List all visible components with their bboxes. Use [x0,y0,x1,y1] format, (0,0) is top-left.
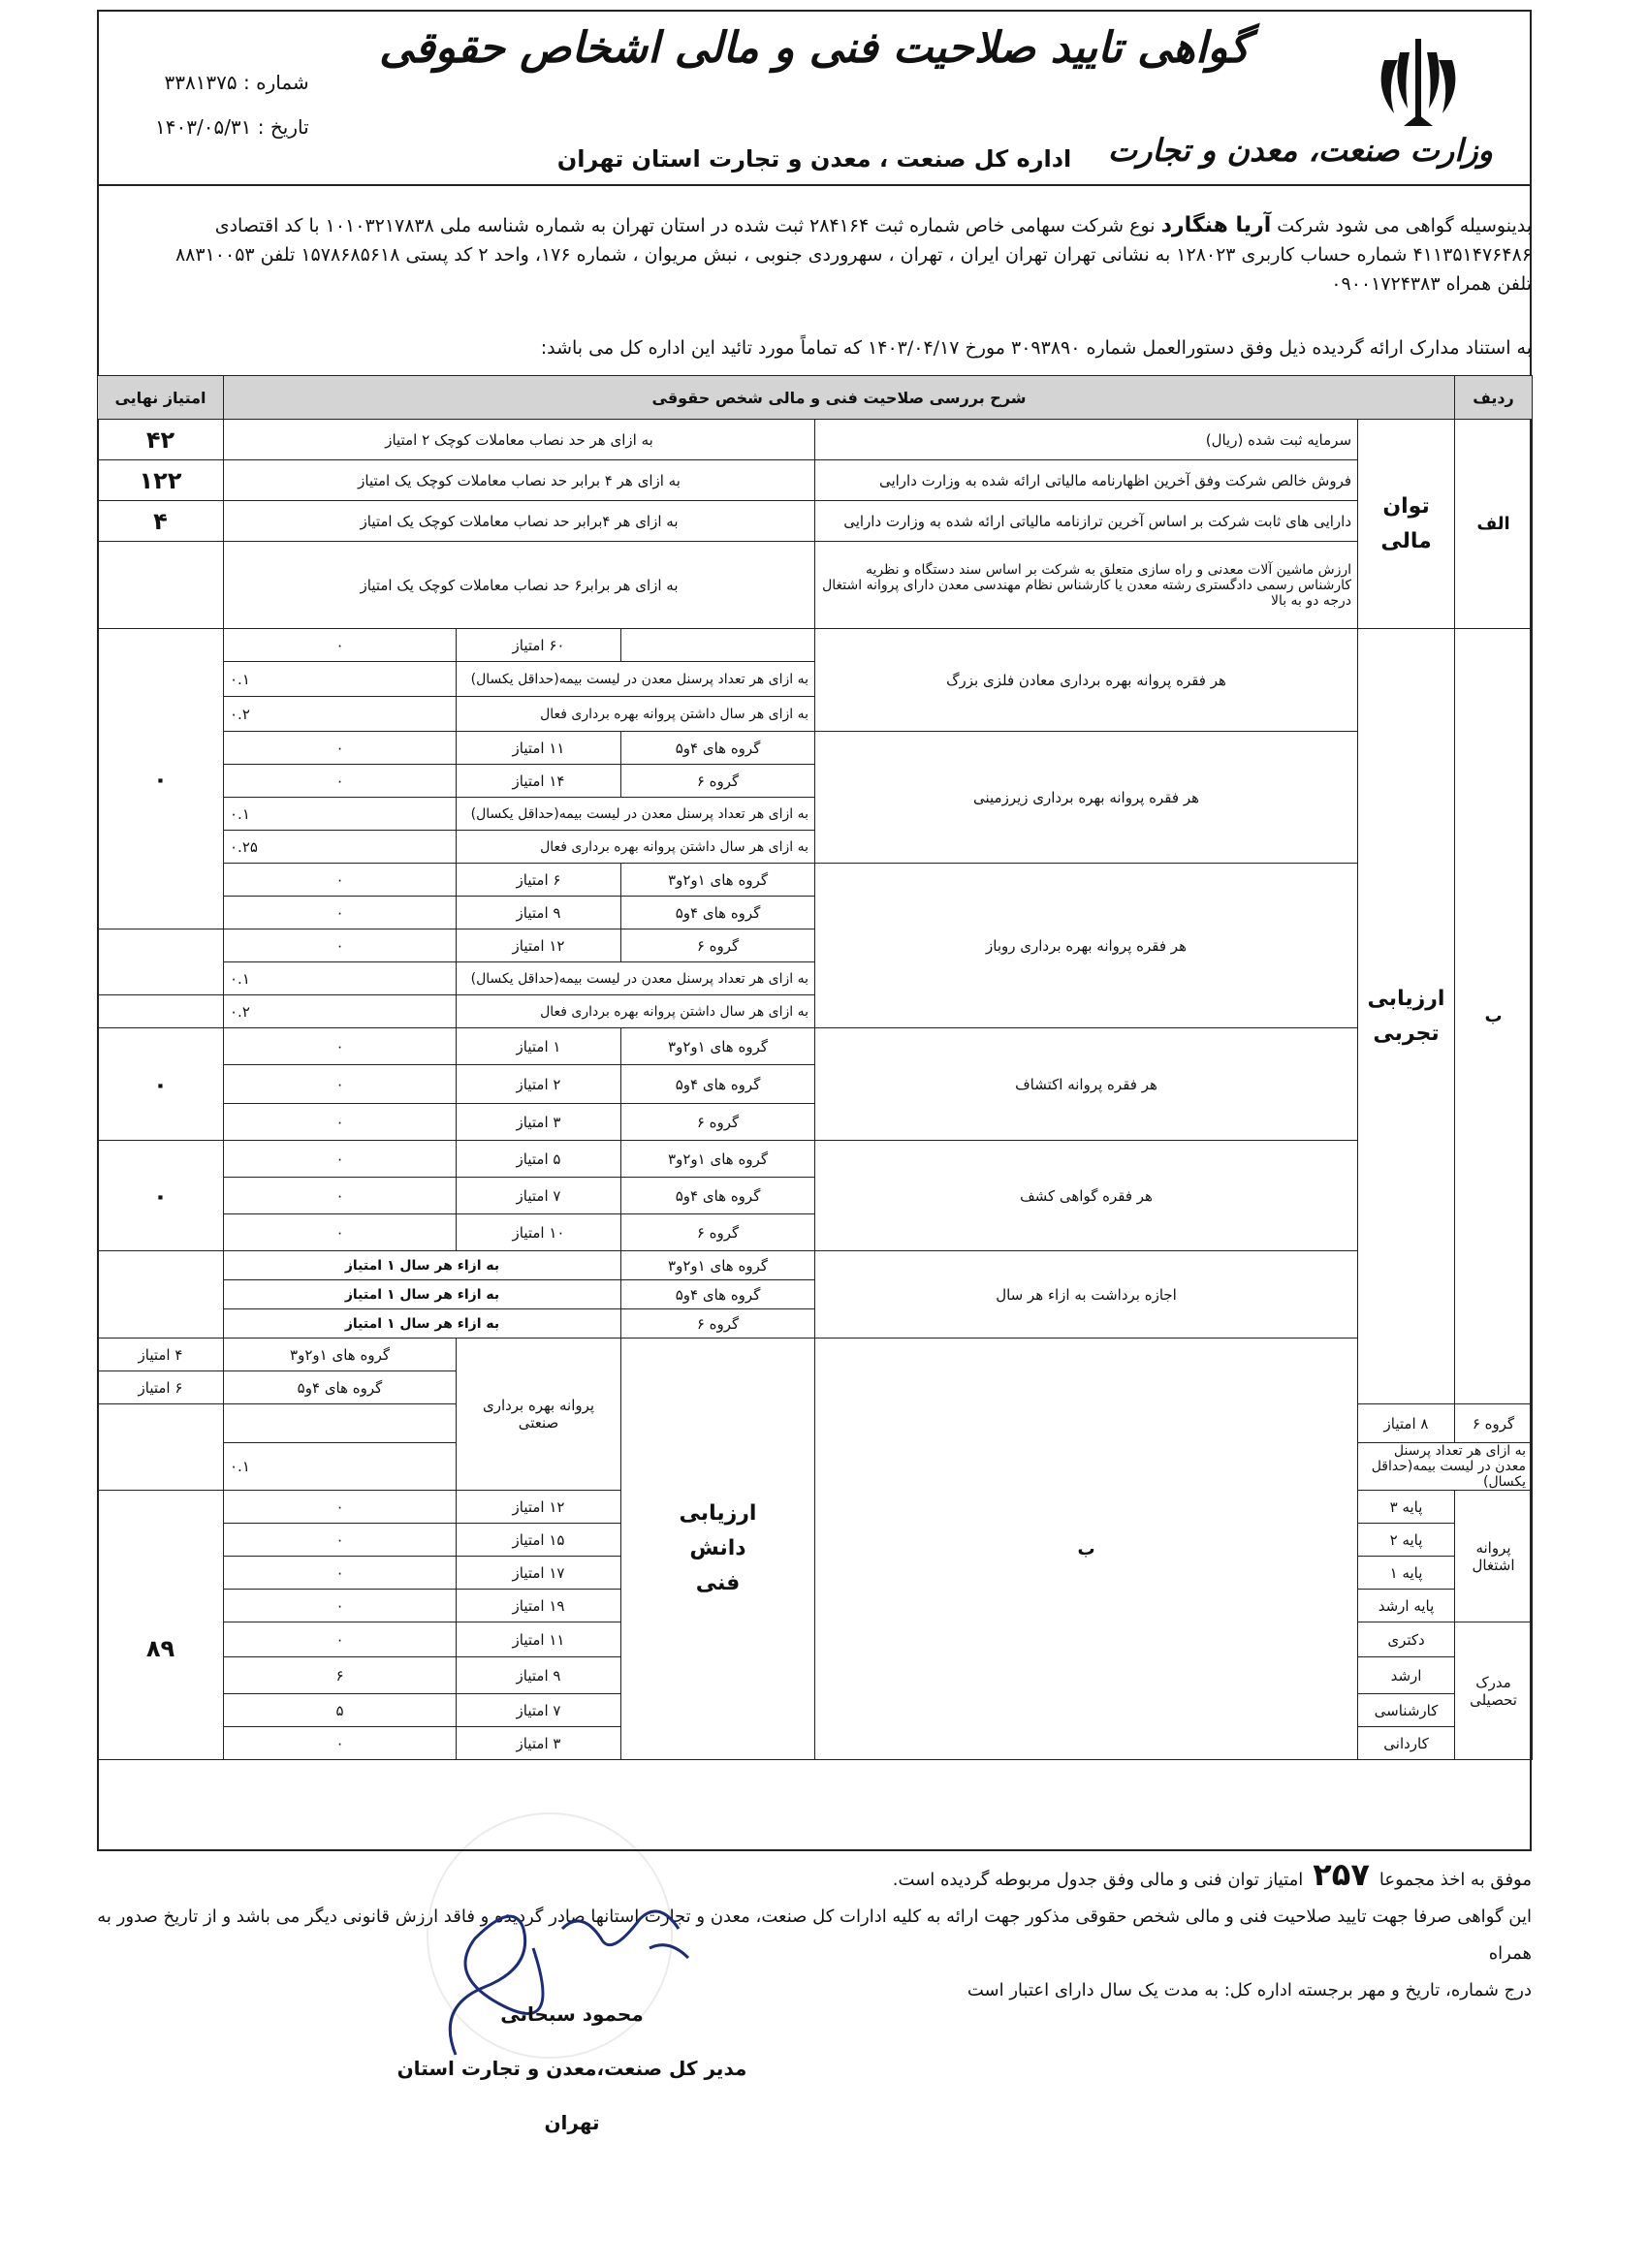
g2-year: به ازای هر سال داشتن پروانه بهره برداری فعال [457,831,815,864]
g5-value: ۰ [224,1178,457,1214]
intro-line3: تلفن همراه ۰۹۰۰۱۷۲۴۳۸۳ [1331,273,1532,295]
g2-p11: ۱۱ [549,739,565,757]
intro-line4: به استناد مدارک ارائه گردیده ذیل وفق دستورالعمل شماره ۳۰۹۳۸۹۰ مورخ ۱۴۰۳/۰۴/۱۷ که تماماً مورد تائید این اداره کل می باشد: [540,337,1532,359]
points-word: امتیاز [512,636,545,654]
g8-base: پایه ۲ [1358,1524,1455,1557]
g7-p6: ۶ [174,1378,183,1397]
g3-p6: ۶ [553,870,561,889]
row-index-alef: الف [1455,420,1533,629]
note-line2: درج شماره، تاریخ و مهر برجسته اداره کل: به مدت یک سال دارای اعتبار است [967,1980,1532,2000]
document-header [97,10,1532,186]
g4-value: ۰ [224,1028,457,1065]
g4-points [457,1028,621,1065]
g7-title: پروانه بهره برداری صنعتی [457,1339,621,1491]
g3-group: گروه های ۱و۲و۳ [621,864,815,897]
g8-base: پایه ۱ [1358,1557,1455,1590]
g6-group: گروه های ۱و۲و۳ [621,1251,815,1280]
header-final-score: امتیاز نهایی [98,376,224,420]
date-row [155,105,309,149]
g7-p8: ۸ [1420,1414,1429,1433]
g3-points [457,864,621,897]
g2-final: ۰ [98,629,224,929]
category-experience-line1: ارزیابی [1367,986,1445,1011]
fin-item: ارزش ماشین آلات معدنی و راه سازی متعلق به شرکت بر اساس سند دستگاه و نظریه کارشناس رسمی دادگستری رشته معدن یا کارشناس نظام مهندسی معدن دارای پروانه اشتغال درجه دو به بالا [815,542,1358,629]
fin-rule: به ازای هر برابر۶ حد نصاب معاملات کوچک یک امتیاز [224,542,815,629]
row-index-be: ب [1455,629,1533,1404]
g6-per-year: به ازاء هر سال ۱ امتیاز [224,1251,621,1280]
g3-year: به ازای هر سال داشتن پروانه بهره برداری فعال [457,995,815,1028]
g7-value [224,1404,457,1443]
fin-final: ۱۲۲ [98,460,224,501]
g8-points [457,1557,621,1590]
g2-p14: ۱۴ [549,772,565,790]
points-word: امتیاز [512,1596,545,1615]
category-financial: توان مالی [1358,420,1455,629]
g2-value: ۰ [224,765,457,798]
ministry-name: وزارت صنعت، معدن و تجارت [1107,132,1493,169]
g4-value: ۰ [224,1065,457,1104]
g4-p3: ۳ [553,1113,561,1131]
g5-p7: ۷ [553,1186,561,1205]
g5-points [457,1214,621,1251]
g2-value: ۰ [224,732,457,765]
table-row [98,420,1533,460]
empty-final [98,929,224,995]
points-word: امتیاز [516,903,549,922]
points-word: امتیاز [138,1378,171,1397]
g9-p11: ۱۱ [549,1630,565,1649]
approved-after: امتیاز توان فنی و مالی وفق جدول مربوطه گردیده است. [892,1870,1304,1890]
g5-value: ۰ [224,1141,457,1178]
fin-rule: به ازای هر ۴برابر حد نصاب معاملات کوچک یک امتیاز [224,501,815,542]
number-label: شماره : [243,71,309,94]
fin-final: ۴ [98,501,224,542]
category-knowledge-line2: دانش [689,1536,746,1560]
g8-value: ۰ [224,1557,457,1590]
g7-staff-value: ۰.۱ [224,1443,457,1491]
points-word: امتیاز [516,1734,549,1752]
points-word: امتیاز [512,1530,545,1549]
g1-staff: به ازای هر تعداد پرسنل معدن در لیست بیمه(حداقل یکسال) [457,662,815,697]
g5-group: گروه ۶ [621,1214,815,1251]
table-row [98,1251,1533,1280]
g2-group: گروه ۶ [621,765,815,798]
fin-item: سرمایه ثبت شده (ریال) [815,420,1358,460]
table-row [98,864,1533,897]
empty-final [98,1251,224,1339]
points-word: امتیاز [516,1037,549,1055]
table-row [98,1339,1533,1371]
g3-points [457,929,621,962]
points-word: امتیاز [516,1113,549,1131]
fin-item: دارایی های ثابت شرکت بر اساس آخرین ترازنامه مالیاتی ارائه شده به وزارت دارایی [815,501,1358,542]
g1-points [457,629,621,662]
g4-p2: ۲ [553,1075,561,1093]
g3-staff: به ازای هر تعداد پرسنل معدن در لیست بیمه(حداقل یکسال) [457,962,815,995]
g2-title: هر فقره پروانه بهره برداری زیرزمینی [815,732,1358,864]
g9-points [457,1622,621,1657]
g4-final: ۰ [98,1028,224,1141]
intro-line1-before: بدینوسیله گواهی می شود شرکت [1277,215,1532,236]
g2-staff: به ازای هر تعداد پرسنل معدن در لیست بیمه(حداقل یکسال) [457,798,815,831]
g2-points [457,765,621,798]
g3-year-value: ۰.۲ [224,995,457,1028]
table-row [98,1141,1533,1178]
g4-value: ۰ [224,1104,457,1141]
points-word: امتیاز [516,1701,549,1719]
evaluation-table [97,375,1533,1760]
g8-p19: ۱۹ [549,1596,565,1615]
fin-rule: به ازای هر حد نصاب معاملات کوچک ۲ امتیاز [224,420,815,460]
g5-group: گروه های ۱و۲و۳ [621,1141,815,1178]
g2-points [457,732,621,765]
g9-degree: کارشناسی [1358,1694,1455,1727]
g5-points [457,1141,621,1178]
g1-group [621,629,815,662]
g9-p7: ۷ [553,1701,561,1719]
g3-value: ۰ [224,929,457,962]
points-word: امتیاز [1383,1414,1416,1433]
g9-title: مدرک تحصیلی [1455,1622,1533,1760]
g4-points [457,1104,621,1141]
table-header-row [98,376,1533,420]
document-meta [155,60,309,149]
g5-title: هر فقره گواهی کشف [815,1141,1358,1251]
g9-points [457,1657,621,1694]
signer-name: محمود سبحانی [500,2002,644,2026]
g1-title: هر فقره پروانه بهره برداری معادن فلزی بزرگ [815,629,1358,732]
points-word: امتیاز [512,1497,545,1516]
g8-value: ۰ [224,1491,457,1524]
points-word: امتیاز [512,739,545,757]
g7-points [1358,1404,1455,1443]
g5-p10: ۱۰ [549,1223,565,1242]
g9-points [457,1694,621,1727]
g2-staff-value: ۰.۱ [224,798,457,831]
g5-group: گروه های ۴و۵ [621,1178,815,1214]
points-word: امتیاز [512,1630,545,1649]
g8-points [457,1491,621,1524]
points-word: امتیاز [516,1666,549,1685]
g8-p15: ۱۵ [549,1530,565,1549]
g9-degree: دکتری [1358,1622,1455,1657]
g3-p9: ۹ [553,903,561,922]
g1-year-value: ۰.۲ [224,697,457,732]
points-word: امتیاز [512,1563,545,1582]
g3-value: ۰ [224,864,457,897]
g8-value: ۰ [224,1590,457,1622]
category-knowledge-line3: فنی [695,1571,741,1595]
g9-degree: ارشد [1358,1657,1455,1694]
g2-year-value: ۰.۲۵ [224,831,457,864]
g9-value: ۰ [224,1727,457,1760]
g8-points [457,1524,621,1557]
g9-degree: کاردانی [1358,1727,1455,1760]
office-name: اداره کل صنعت ، معدن و تجارت استان تهران [556,145,1072,173]
table-row [98,629,1533,662]
points-word: امتیاز [512,772,545,790]
g8-title: پروانه اشتغال [1455,1491,1533,1622]
g5-p5: ۵ [553,1150,561,1168]
g5-value: ۰ [224,1214,457,1251]
g9-p3: ۳ [553,1734,561,1752]
g9-final: ۸۹ [98,1491,224,1760]
category-experience-line2: تجربی [1373,1021,1440,1046]
g4-group: گروه های ۱و۲و۳ [621,1028,815,1065]
g7-group: گروه های ۴و۵ [224,1371,457,1404]
company-name: آریا هنگارد [1160,213,1272,237]
g9-p9: ۹ [553,1666,561,1685]
g9-value: ۶ [224,1657,457,1694]
signature-block [388,1987,756,2150]
g4-title: هر فقره پروانه اکتشاف [815,1028,1358,1141]
g7-group: گروه های ۱و۲و۳ [224,1339,457,1371]
g7-group: گروه ۶ [1455,1404,1533,1443]
g9-value: ۰ [224,1622,457,1657]
g3-p12: ۱۲ [549,936,565,955]
fin-rule: به ازای هر ۴ برابر حد نصاب معاملات کوچک یک امتیاز [224,460,815,501]
g1-p60: ۶۰ [549,636,565,654]
g3-title: هر فقره پروانه بهره برداری روباز [815,864,1358,1028]
category-knowledge-line1: ارزیابی [679,1501,757,1526]
g2-group: گروه های ۴و۵ [621,732,815,765]
signer-title: مدیر کل صنعت،معدن و تجارت استان تهران [396,2057,747,2134]
points-word: امتیاز [516,1150,549,1168]
g8-points [457,1590,621,1622]
intro-paragraph [97,211,1532,299]
table-row [98,732,1533,765]
points-word: امتیاز [512,936,545,955]
g6-per-year: به ازاء هر سال ۱ امتیاز [224,1280,621,1309]
g6-group: گروه های ۴و۵ [621,1280,815,1309]
g6-per-year: به ازاء هر سال ۱ امتیاز [224,1309,621,1339]
date-label: تاریخ : [257,115,309,139]
table-row [98,542,1533,629]
table-row [98,501,1533,542]
number-value: ۳۳۸۱۳۷۵ [164,71,238,94]
g3-staff-value: ۰.۱ [224,962,457,995]
document-title: گواهی تایید صلاحیت فنی و مالی اشخاص حقوقی [379,23,1250,73]
points-word: امتیاز [512,1223,545,1242]
g1-year: به ازای هر سال داشتن پروانه بهره برداری فعال [457,697,815,732]
note-line1: این گواهی صرفا جهت تایید صلاحیت فنی و مالی شخص حقوقی مذکور جهت ارائه به کلیه ادارات کل صنعت، معدن و تجارت استانها صادر گردیده و فاقد ارزش قانونی دیگر می باشد و از تاریخ صدور به همراه [97,1906,1532,1964]
g7-p4: ۴ [174,1345,183,1364]
fin-item: فروش خالص شرکت وفق آخرین اظهارنامه مالیاتی ارائه شده به وزارت دارایی [815,460,1358,501]
g8-p12: ۱۲ [549,1497,565,1516]
footer-section [97,1856,1532,2009]
points-word: امتیاز [138,1345,171,1364]
table-row [98,460,1533,501]
g8-base: پایه ارشد [1358,1590,1455,1622]
g7-points [98,1339,224,1371]
g6-title: اجازه برداشت به ازاء هر سال [815,1251,1358,1339]
g8-p17: ۱۷ [549,1563,565,1582]
g9-points [457,1727,621,1760]
g3-group: گروه های ۴و۵ [621,897,815,929]
g1-staff-value: ۰.۱ [224,662,457,697]
g4-p1: ۱ [553,1037,561,1055]
intro-line2: ۴۱۱۳۵۱۴۷۶۴۸۶ شماره حساب کاربری ۱۲۸۰۲۳ به نشانی تهران تهران ایران ، تهران ، سهروردی جنوبی ، نبش مریوان ، شماره ۱۷۶، واحد ۲ کد پستی ۱۵۷۸۶۸۵۶۱۸ تلفن ۸۸۳۱۰۰۵۳ [174,244,1532,266]
category-experience [1358,629,1455,1404]
fin-final [98,542,224,629]
empty-final [98,995,224,1028]
header-description: شرح بررسی صلاحیت فنی و مالی شخص حقوقی [224,376,1455,420]
g3-group: گروه ۶ [621,929,815,962]
g7-points [98,1371,224,1404]
g5-points [457,1178,621,1214]
header-row-index: ردیف [1455,376,1533,420]
intro-line1-after: نوع شرکت سهامی خاص شماره ثبت ۲۸۴۱۶۴ ثبت شده در استان تهران به شماره شناسه ملی ۱۰۱۰۳۲۱۷۸۳۸ با کد اقتصادی [214,215,1156,236]
g8-base: پایه ۳ [1358,1491,1455,1524]
points-word: امتیاز [516,1186,549,1205]
g4-points [457,1065,621,1104]
g6-group: گروه ۶ [621,1309,815,1339]
points-word: امتیاز [516,1075,549,1093]
total-score: ۲۵۷ [1313,1856,1370,1893]
fin-final: ۴۲ [98,420,224,460]
g8-value: ۰ [224,1524,457,1557]
g9-value: ۵ [224,1694,457,1727]
g1-value: ۰ [224,629,457,662]
table-row [98,1028,1533,1065]
date-value: ۱۴۰۳/۰۵/۳۱ [155,115,252,139]
g7-staff: به ازای هر تعداد پرسنل معدن در لیست بیمه(حداقل یکسال) [1358,1443,1533,1491]
points-word: امتیاز [516,870,549,889]
g5-final: ۰ [98,1141,224,1251]
g4-group: گروه های ۴و۵ [621,1065,815,1104]
approved-before: موفق به اخذ مجموعا [1379,1870,1532,1890]
g4-group: گروه ۶ [621,1104,815,1141]
g3-value: ۰ [224,897,457,929]
category-knowledge [621,1339,815,1760]
row-index-be-2: ب [815,1339,1358,1760]
number-row [155,60,309,105]
g3-points [457,897,621,929]
